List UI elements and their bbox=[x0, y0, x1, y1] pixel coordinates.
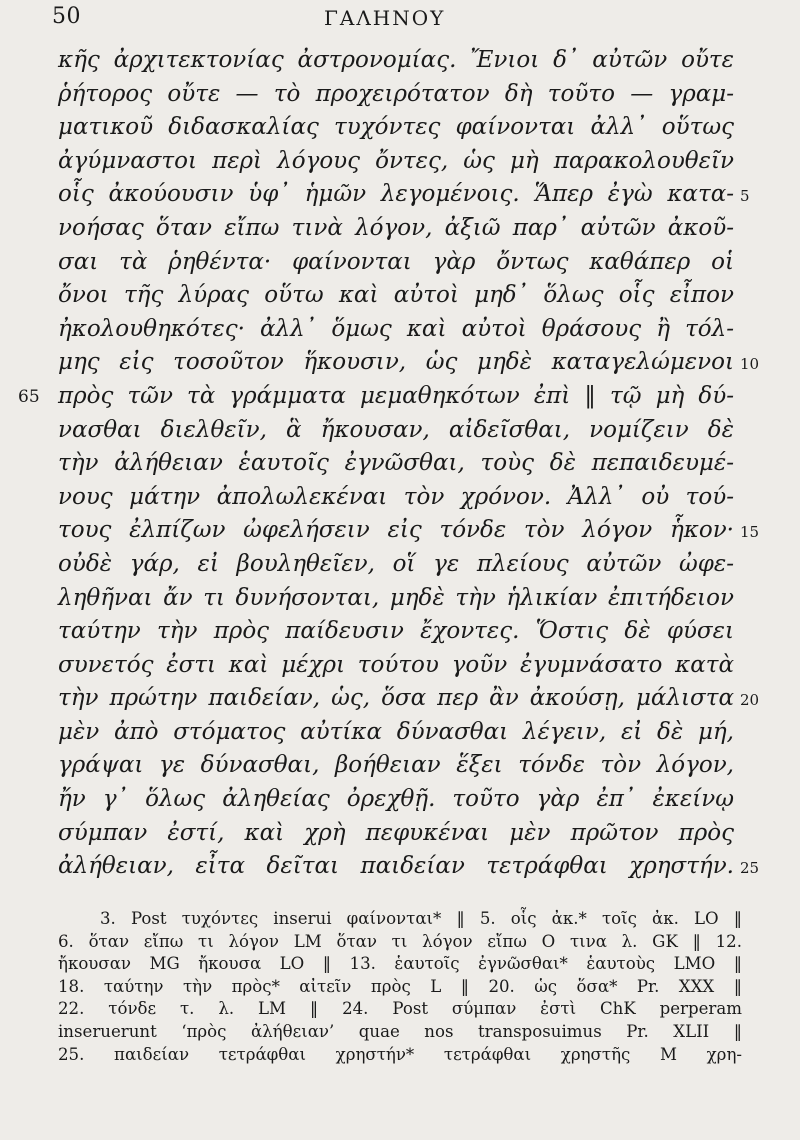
critical-apparatus bbox=[58, 908, 748, 1066]
main-text bbox=[18, 44, 760, 884]
text-line bbox=[58, 783, 748, 817]
text-line bbox=[58, 246, 748, 280]
line-text: πρὸς τῶν τὰ γράμματα μεμαθηκότων ἐπὶ ‖ τῷ μὴ δύ- bbox=[58, 382, 734, 409]
line-text: ληθῆναι ἄν τι δυνήσονται, μηδὲ τὴν ἡλικίαν ἐπιτήδειον bbox=[58, 584, 734, 611]
line-number: 15 bbox=[740, 523, 760, 542]
text-line bbox=[58, 44, 748, 78]
line-text: τὴν πρώτην παιδείαν, ὡς, ὅσα περ ἂν ἀκούσῃ, μάλιστα bbox=[58, 685, 734, 712]
line-text: ταύτην τὴν πρὸς παίδευσιν ἔχοντες. Ὅστις δὲ φύσει bbox=[58, 618, 734, 645]
footnote-line bbox=[58, 1021, 748, 1044]
line-text: ὄνοι τῆς λύρας οὕτω καὶ αὐτοὶ μηδ᾽ ὅλως οἷς εἶπον bbox=[58, 282, 734, 309]
line-number: 10 bbox=[740, 355, 760, 374]
footnote-line bbox=[58, 953, 748, 976]
text-line bbox=[58, 279, 748, 313]
text-line bbox=[58, 582, 748, 616]
line-text: ἠκολουθηκότες· ἀλλ᾽ ὅμως καὶ αὐτοὶ θράσους ἢ τόλ- bbox=[58, 315, 734, 342]
text-line bbox=[58, 817, 748, 851]
text-line bbox=[58, 111, 748, 145]
line-text: ἀγύμναστοι περὶ λόγους ὄντες, ὡς μὴ παρακολουθεῖν bbox=[58, 147, 734, 174]
footnote-line bbox=[58, 908, 748, 931]
line-text: νους μάτην ἀπολωλεκέναι τὸν χρόνον. Ἀλλ᾽ οὐ τού- bbox=[58, 483, 734, 510]
page-header bbox=[52, 4, 752, 34]
footnote-text: 25. παιδείαν τετράφθαι χρηστήν* τετράφθαι χρηστῆς M χρη- bbox=[58, 1044, 742, 1064]
text-line bbox=[58, 615, 748, 649]
text-line bbox=[58, 212, 748, 246]
line-text: γράψαι γε δύνασθαι, βοήθειαν ἕξει τόνδε τὸν λόγον, bbox=[58, 752, 734, 779]
footnote-text: 18. ταύτην τὴν πρὸς* αἰτεῖν πρὸς L ‖ 20. ὡς ὅσα* Pr. XXX ‖ bbox=[58, 976, 742, 996]
line-text: μὲν ἀπὸ στόματος αὐτίκα δύνασθαι λέγειν, εἰ δὲ μή, bbox=[58, 718, 734, 745]
text-line bbox=[58, 313, 748, 347]
text-line bbox=[58, 346, 760, 380]
text-line bbox=[58, 514, 760, 548]
footnote-line bbox=[58, 931, 748, 954]
line-text: σύμπαν ἐστί, καὶ χρὴ πεφυκέναι μὲν πρῶτον πρὸς bbox=[58, 819, 734, 846]
footnote-text: ἤκουσαν MG ἤκουσα LO ‖ 13. ἑαυτοῖς ἐγνῶσθαι* ἑαυτοὺς LMO ‖ bbox=[58, 954, 742, 974]
line-text: σαι τὰ ῥηθέντα· φαίνονται γὰρ ὄντως καθάπερ οἱ bbox=[58, 248, 734, 275]
text-line bbox=[18, 380, 748, 414]
text-line bbox=[58, 716, 748, 750]
line-text: ματικοῦ διδασκαλίας τυχόντες φαίνονται ἀλλ᾽ οὕτως bbox=[58, 114, 734, 141]
footnote-line bbox=[58, 976, 748, 999]
line-text: τους ἐλπίζων ὠφελήσειν εἰς τόνδε τὸν λόγον ἧκον· bbox=[58, 517, 734, 544]
text-line bbox=[58, 850, 760, 884]
line-text: οἷς ἀκούουσιν ὑφ᾽ ἡμῶν λεγομένοις. Ἅπερ ἐγὼ κατα- bbox=[58, 181, 734, 208]
text-line bbox=[58, 749, 748, 783]
text-line bbox=[58, 481, 748, 515]
line-number: 25 bbox=[740, 859, 760, 878]
page-number: 50 bbox=[52, 4, 81, 29]
edition-page-number: 65 bbox=[18, 386, 40, 407]
text-line bbox=[58, 682, 760, 716]
footnote-text: inseruerunt ‘πρὸς ἀλήθειαν’ quae nos transposuimus Pr. XLII ‖ bbox=[58, 1021, 742, 1041]
footnote-text: 3. Post τυχόντες inserui φαίνονται* ‖ 5. οἷς ἀκ.* τοῖς ἀκ. LO ‖ bbox=[100, 909, 742, 928]
line-text: ἀλήθειαν, εἶτα δεῖται παιδείαν τετράφθαι χρηστήν. bbox=[58, 853, 734, 880]
line-number: 5 bbox=[740, 187, 750, 206]
line-text: ἤν γ᾽ ὅλως ἀληθείας ὀρεχθῇ. τοῦτο γὰρ ἐπ᾽ ἐκείνῳ bbox=[58, 786, 734, 813]
footnote-line bbox=[58, 998, 748, 1021]
line-number: 20 bbox=[740, 691, 760, 710]
text-line bbox=[58, 178, 748, 212]
line-text: οὐδὲ γάρ, εἰ βουληθεῖεν, οἵ γε πλείους αὐτῶν ὠφε- bbox=[58, 550, 734, 577]
text-line bbox=[58, 649, 748, 683]
line-text: κῆς ἀρχιτεκτονίας ἀστρονομίας. Ἔνιοι δ᾽ αὐτῶν οὔτε bbox=[58, 47, 734, 73]
running-title: ΓΑΛΗΝΟΥ bbox=[324, 6, 446, 30]
text-line bbox=[58, 447, 748, 481]
line-text: νοήσας ὅταν εἴπω τινὰ λόγον, ἀξιῶ παρ᾽ αὐτῶν ἀκοῦ- bbox=[58, 214, 734, 241]
text-line bbox=[58, 548, 748, 582]
text-line bbox=[58, 78, 748, 112]
line-text: συνετός ἐστι καὶ μέχρι τούτου γοῦν ἐγυμνάσατο κατὰ bbox=[58, 651, 734, 678]
text-line bbox=[58, 414, 748, 448]
text-line bbox=[58, 145, 748, 179]
line-text: μης εἰς τοσοῦτον ἥκουσιν, ὡς μηδὲ καταγελώμενοι bbox=[58, 349, 734, 376]
footnote-line bbox=[58, 1044, 748, 1067]
footnote-text: 6. ὅταν εἴπω τι λόγον LM ὅταν τι λόγον εἴπω O τινα λ. GK ‖ 12. bbox=[58, 931, 742, 951]
line-text: νασθαι διελθεῖν, ἃ ἤκουσαν, αἰδεῖσθαι, νομίζειν δὲ bbox=[58, 416, 734, 443]
line-text: τὴν ἀλήθειαν ἑαυτοῖς ἐγνῶσθαι, τοὺς δὲ πεπαιδευμέ- bbox=[58, 450, 734, 477]
footnote-text: 22. τόνδε τ. λ. LM ‖ 24. Post σύμπαν ἐστὶ ChK perperam bbox=[58, 999, 742, 1019]
line-text: ῥήτορος οὔτε — τὸ προχειρότατον δὴ τοῦτο — γραμ- bbox=[58, 80, 734, 107]
